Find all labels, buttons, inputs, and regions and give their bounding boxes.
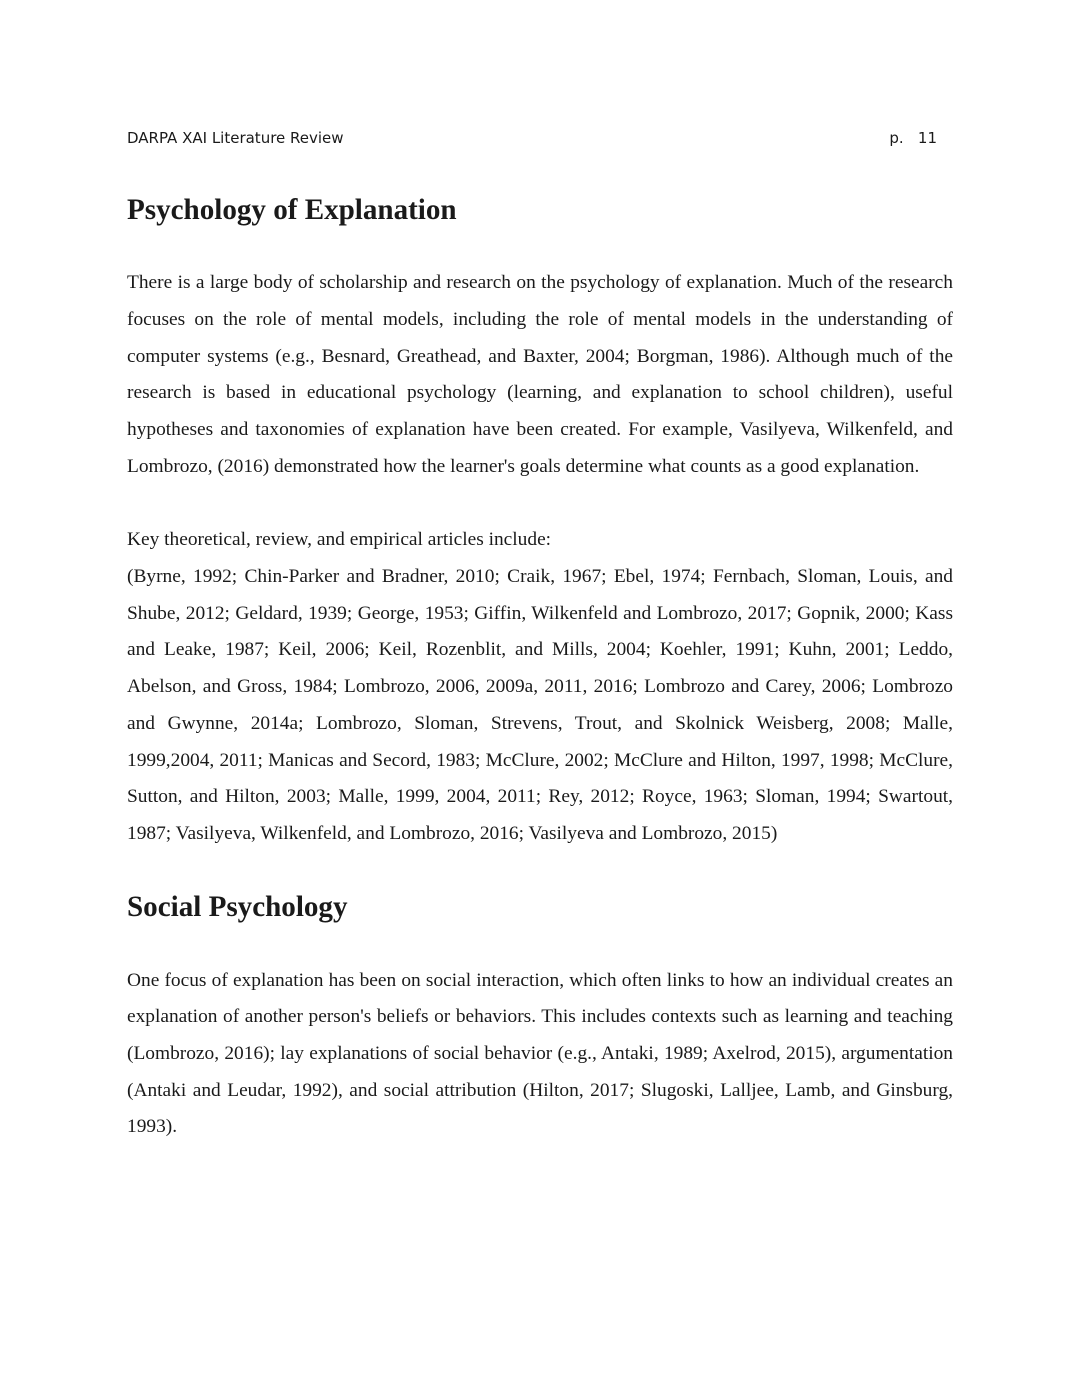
paragraph-psychology-of-explanation: There is a large body of scholarship and research on the psychology of explanation. Much of the research focuses on the role of mental models, including the role of mental models in the understanding of computer systems (e.g., Besnard, Greathead, and Baxter, 2004; Borgman, 1986). Although much of the research is based in educational psychology (learning, and explanation to school children), useful hypotheses and taxonomies of explanation have been created. For example, Vasilyeva, Wilkenfeld, and Lombrozo, (2016) demonstrated how the learner's goals determine what counts as a good explanation. xyxy=(127,272,953,477)
spacer xyxy=(127,486,953,523)
spacer xyxy=(127,853,953,890)
spacer xyxy=(127,926,953,963)
document-body xyxy=(127,192,953,1146)
section-heading-social-psychology: Social Psychology xyxy=(127,891,348,924)
page-number: p. 11 xyxy=(889,129,937,147)
header-title: DARPA XAI Literature Review xyxy=(127,129,344,147)
section-heading-psychology-of-explanation: Psychology of Explanation xyxy=(127,194,457,226)
citation-list: (Byrne, 1992; Chin-Parker and Bradner, 2010; Craik, 1967; Ebel, 1974; Fernbach, Sloman, Louis, and Shube, 2012; Geldard, 1939; George, 1953; Giffin, Wilkenfeld and Lombrozo, 2017; Gopnik, 2000; Kass and Leake, 1987; Keil, 2006; Keil, Rozenblit, and Mills, 2004; Koehler, 1991; Kuhn, 2001; Leddo, Abelson, and Gross, 1984; Lombrozo, 2006, 2009a, 2011, 2016; Lombrozo and Carey, 2006; Lombrozo and Gwynne, 2014a; Lombrozo, Sloman, Strevens, Trout, and Skolnick Weisberg, 2008; Malle, 1999,2004, 2011; Manicas and Secord, 1983; McClure, 2002; McClure and Hilton, 1997, 1998; McClure, Sutton, and Hilton, 2003; Malle, 1999, 2004, 2011; Rey, 2012; Royce, 1963; Sloman, 1994; Swartout, 1987; Vasilyeva, Wilkenfeld, and Lombrozo, 2016; Vasilyeva and Lombrozo, 2015) xyxy=(127,565,953,844)
spacer xyxy=(127,229,953,266)
paragraph-social-psychology: One focus of explanation has been on social interaction, which often links to how an individual creates an explanation of another person's beliefs or behaviors. This includes contexts such as learning and teaching (Lombrozo, 2016); lay explanations of social behavior (e.g., Antaki, 1989; Axelrod, 2015), argumentation (Antaki and Leudar, 1992), and social attribution (Hilton, 2017; Slugoski, Lalljee, Lamb, and Ginsburg, 1993). xyxy=(127,969,953,1138)
key-articles-intro: Key theoretical, review, and empirical articles include: xyxy=(127,529,552,551)
running-header xyxy=(127,128,937,152)
